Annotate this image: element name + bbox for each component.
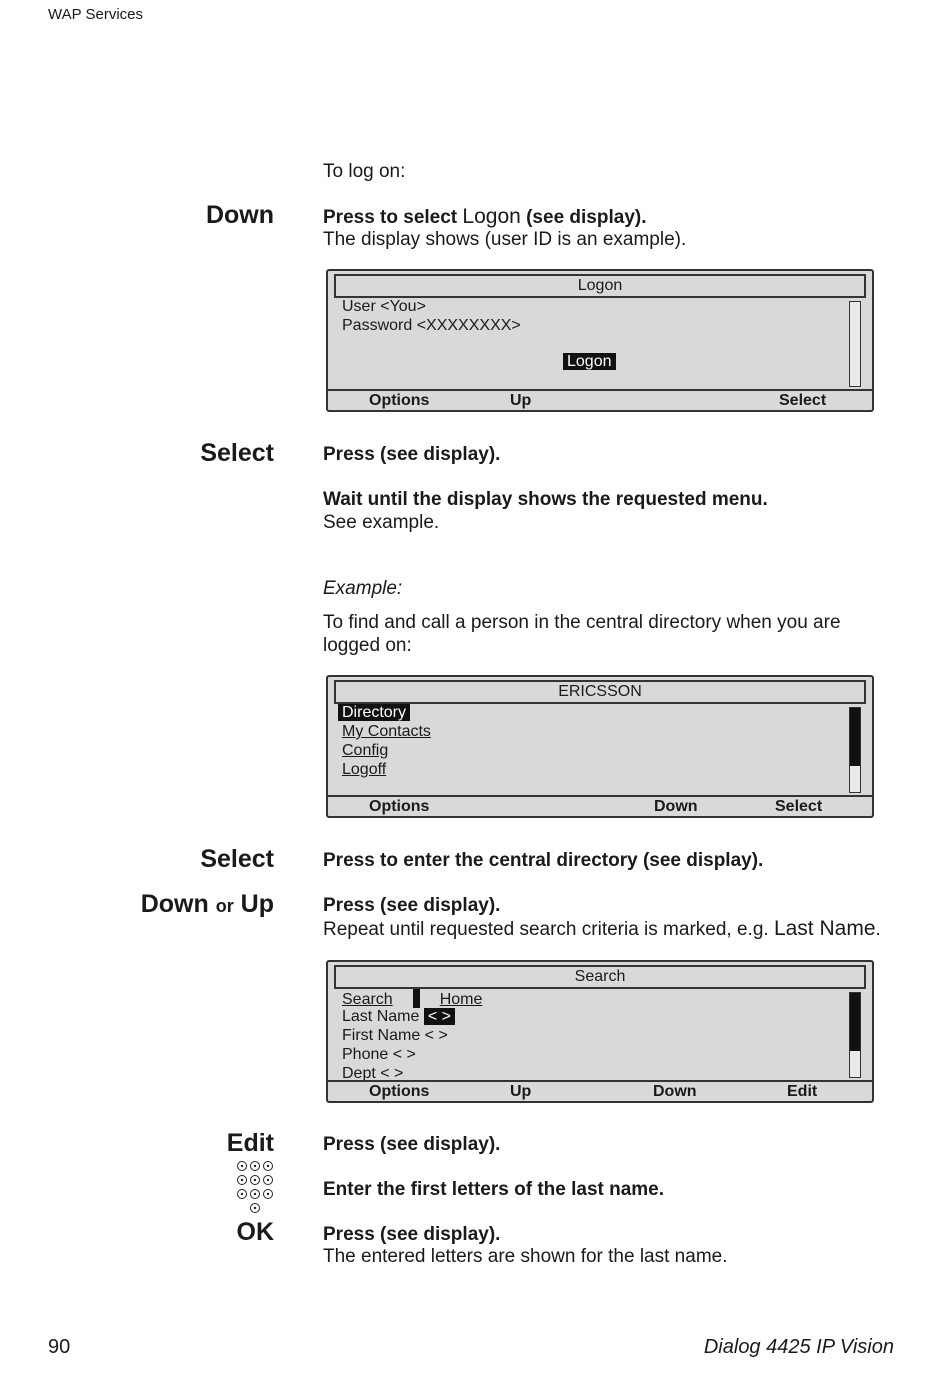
last-name-label: Last Name bbox=[342, 1008, 420, 1025]
step-downup-note bbox=[323, 917, 881, 941]
step-downup-inline-last-name: Last Name bbox=[773, 917, 876, 940]
softkey-options: Options bbox=[369, 392, 430, 409]
product-name: Dialog 4425 IP Vision bbox=[703, 1336, 894, 1358]
search-dept-row: Dept < > bbox=[342, 1065, 404, 1082]
menu-scrollbar-thumb bbox=[850, 708, 860, 766]
search-display bbox=[326, 960, 874, 1103]
search-phone-row: Phone < > bbox=[342, 1046, 416, 1063]
keypad-icon bbox=[236, 1160, 276, 1216]
menu-item-directory: Directory bbox=[338, 704, 410, 722]
key-up-label: Up bbox=[240, 890, 274, 918]
key-edit: Edit bbox=[226, 1129, 274, 1157]
softkey-down: Down bbox=[654, 798, 698, 815]
logon-display bbox=[326, 269, 874, 412]
key-down-or-up bbox=[141, 890, 274, 919]
logon-softkey-bar bbox=[328, 389, 872, 410]
step-down-bold-2: (see display). bbox=[520, 207, 647, 228]
search-scrollbar-thumb bbox=[850, 993, 860, 1051]
example-text-1: To find and call a person in the central directory when you are bbox=[323, 612, 841, 633]
key-select-1: Select bbox=[200, 439, 274, 467]
menu-item-logoff: Logoff bbox=[342, 761, 387, 778]
step-select-2-instruction: Press to enter the central directory (see display). bbox=[323, 850, 764, 871]
softkey-edit: Edit bbox=[787, 1083, 818, 1100]
softkey-options: Options bbox=[369, 1083, 430, 1100]
example-label: Example: bbox=[323, 578, 403, 599]
softkey-down: Down bbox=[653, 1083, 697, 1100]
intro-text: To log on: bbox=[323, 161, 406, 182]
menu-display-title: ERICSSON bbox=[334, 680, 866, 704]
step-downup-instruction: Press (see display). bbox=[323, 895, 501, 916]
menu-softkey-bar bbox=[328, 795, 872, 816]
softkey-select: Select bbox=[775, 798, 823, 815]
logon-display-title: Logon bbox=[334, 274, 866, 298]
home-link: Home bbox=[439, 991, 483, 1008]
text-cursor bbox=[413, 989, 420, 1008]
step-down-instruction bbox=[323, 205, 647, 229]
logon-password-line: Password <XXXXXXXX> bbox=[342, 317, 521, 334]
search-link-row bbox=[342, 989, 482, 1009]
step-down-inline-logon: Logon bbox=[462, 205, 521, 228]
search-scrollbar bbox=[849, 992, 861, 1078]
search-link: Search bbox=[342, 991, 393, 1008]
menu-item-my-contacts: My Contacts bbox=[342, 723, 431, 740]
step-down-note: The display shows (user ID is an example). bbox=[323, 229, 687, 250]
menu-display bbox=[326, 675, 874, 818]
wait-instruction: Wait until the display shows the requested menu. bbox=[323, 489, 768, 510]
key-down-label: Down bbox=[140, 890, 209, 918]
search-display-title: Search bbox=[334, 965, 866, 989]
running-header: WAP Services bbox=[48, 6, 144, 23]
logon-user-line: User <You> bbox=[342, 298, 426, 315]
step-edit-instruction: Press (see display). bbox=[323, 1134, 501, 1155]
search-softkey-bar bbox=[328, 1080, 872, 1101]
step-ok-note: The entered letters are shown for the last name. bbox=[323, 1246, 728, 1267]
step-down-bold-1: Press to select bbox=[323, 207, 463, 228]
step-downup-note-text: Repeat until requested search criteria is marked, e.g. bbox=[323, 919, 774, 940]
step-downup-note-end: . bbox=[875, 919, 881, 940]
menu-scrollbar bbox=[849, 707, 861, 793]
menu-item-config: Config bbox=[342, 742, 389, 759]
search-first-name-row: First Name < > bbox=[342, 1027, 448, 1044]
softkey-up: Up bbox=[510, 1083, 532, 1100]
wait-note: See example. bbox=[323, 512, 440, 533]
step-select-1-instruction: Press (see display). bbox=[323, 444, 501, 465]
search-last-name-row bbox=[342, 1008, 455, 1026]
example-text-2: logged on: bbox=[323, 635, 412, 656]
key-or-label: or bbox=[215, 896, 234, 916]
logon-scrollbar bbox=[849, 301, 861, 387]
page-number: 90 bbox=[48, 1336, 71, 1358]
logon-button: Logon bbox=[563, 353, 616, 371]
key-down: Down bbox=[205, 201, 274, 229]
softkey-options: Options bbox=[369, 798, 430, 815]
key-ok: OK bbox=[236, 1218, 274, 1246]
key-select-2: Select bbox=[200, 845, 274, 873]
softkey-up: Up bbox=[510, 392, 532, 409]
step-ok-instruction: Press (see display). bbox=[323, 1224, 501, 1245]
keypad-instruction: Enter the first letters of the last name. bbox=[323, 1179, 665, 1200]
softkey-select: Select bbox=[779, 392, 827, 409]
last-name-value: < > bbox=[424, 1008, 455, 1025]
